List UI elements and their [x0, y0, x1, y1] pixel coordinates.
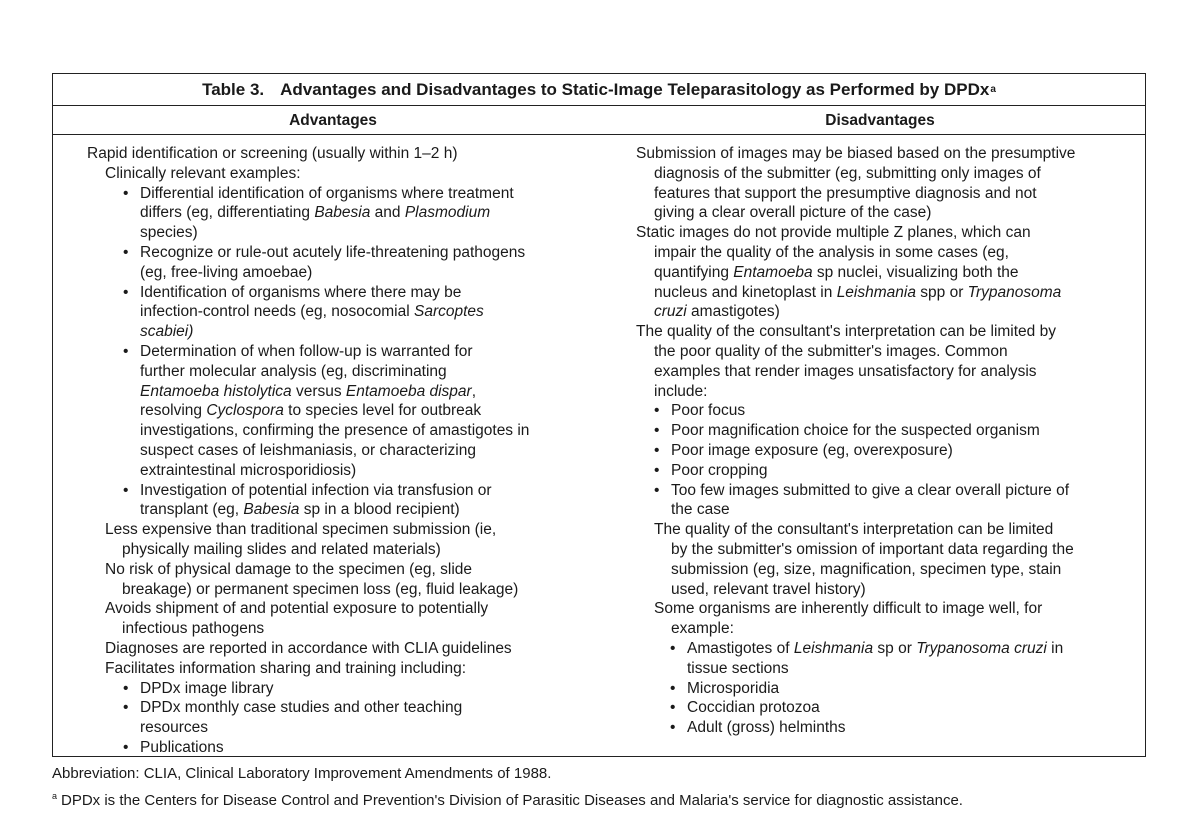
list-item: • Publications: [123, 738, 224, 756]
list-item: impair the quality of the analysis in some cases (eg,: [654, 243, 1009, 261]
list-item: example:: [671, 620, 734, 638]
list-item: • DPDx image library: [123, 679, 274, 697]
list-item: • Too few images submitted to give a clear overall picture of: [654, 481, 1070, 499]
list-item: breakage) or permanent specimen loss (eg, fluid leakage): [122, 580, 519, 598]
list-item: • Amastigotes of Leishmania sp or Trypanosoma cruzi in: [670, 639, 1064, 657]
list-item: giving a clear overall picture of the case): [654, 204, 932, 222]
list-item: infectious pathogens: [122, 620, 265, 638]
list-item: Rapid identification or screening (usually within 1–2 h): [87, 145, 458, 162]
footnote: $^a$ DPDx is the Centers for Disease Control and Prevention's Division of Parasitic Diseases and Malaria's service for diagnostic assistance.: [52, 791, 963, 809]
list-item: cruzi amastigotes): [654, 303, 780, 321]
list-item: Submission of images may be biased based on the presumptive: [636, 145, 1076, 162]
list-item: transplant (eg, Babesia sp in a blood recipient): [140, 501, 460, 519]
bullet-icon: •: [654, 422, 660, 440]
advantages-column: [87, 144, 607, 758]
bullet-icon: •: [670, 719, 676, 737]
bullet-icon: •: [123, 184, 129, 202]
table-title: [53, 74, 1145, 106]
list-item: examples that render images unsatisfactory for analysis: [654, 362, 1037, 380]
bullet-icon: •: [670, 679, 676, 697]
list-item: The quality of the consultant's interpretation can be limited: [654, 521, 1054, 539]
disadvantages-column: [636, 144, 1136, 738]
list-item: Some organisms are inherently difficult to image well, for: [654, 600, 1043, 618]
list-item: quantifying Entamoeba sp nuclei, visualizing both the: [654, 263, 1019, 281]
list-item: Entamoeba histolytica versus Entamoeba dispar,: [140, 382, 477, 400]
list-item: diagnosis of the submitter (eg, submitting only images of: [654, 164, 1041, 182]
advantages-header: Advantages: [289, 112, 377, 129]
list-item: • Identification of organisms where there may be: [123, 283, 462, 301]
list-item: Static images do not provide multiple Z planes, which can: [636, 224, 1031, 242]
list-item: Clinically relevant examples:: [105, 164, 301, 182]
bullet-icon: •: [670, 699, 676, 717]
list-item: Diagnoses are reported in accordance with CLIA guidelines: [105, 639, 512, 657]
list-item: Less expensive than traditional specimen submission (ie,: [105, 521, 497, 539]
list-item: • Poor magnification choice for the suspected organism: [654, 422, 1040, 440]
column-headers: [53, 106, 1145, 135]
table-label: Table 3.: [202, 79, 265, 99]
list-item: • Adult (gross) helminths: [670, 719, 846, 737]
list-item: nucleus and kinetoplast in Leishmania spp or Trypanosoma: [654, 283, 1062, 301]
list-item: species): [140, 224, 198, 242]
table: [52, 73, 1146, 757]
footnote-mark: a: [52, 791, 58, 801]
bullet-icon: •: [123, 481, 129, 499]
list-item: the poor quality of the submitter's images. Common: [654, 342, 1008, 360]
list-item: include:: [654, 382, 708, 400]
list-item: investigations, confirming the presence of amastigotes in: [140, 422, 530, 440]
list-item: further molecular analysis (eg, discriminating: [140, 362, 447, 380]
list-item: Avoids shipment of and potential exposure to potentially: [105, 600, 489, 618]
bullet-icon: •: [123, 243, 129, 261]
list-item: used, relevant travel history): [671, 580, 866, 598]
title-footnote-mark: a: [990, 84, 996, 95]
bullet-icon: •: [654, 481, 660, 499]
list-item: • Poor focus: [654, 402, 746, 420]
list-item: differs (eg, differentiating Babesia and Plasmodium: [140, 204, 491, 222]
list-item: The quality of the consultant's interpretation can be limited by: [636, 323, 1056, 341]
list-item: by the submitter's omission of important data regarding the: [671, 540, 1074, 558]
bullet-icon: •: [670, 639, 676, 657]
bullet-icon: •: [123, 342, 129, 360]
list-item: • Microsporidia: [670, 679, 780, 697]
bullet-icon: •: [654, 402, 660, 420]
list-item: • Recognize or rule-out acutely life-threatening pathogens: [123, 243, 526, 261]
list-item: scabiei): [140, 323, 194, 341]
list-item: tissue sections: [687, 659, 789, 677]
bullet-icon: •: [654, 441, 660, 459]
disadvantages-header: Disadvantages: [825, 112, 935, 129]
list-item: extraintestinal microsporidiosis): [140, 461, 357, 479]
list-item: suspect cases of leishmaniasis, or characterizing: [140, 441, 476, 459]
list-item: resources: [140, 719, 209, 737]
table-title-text: Advantages and Disadvantages to Static-Image Teleparasitology as Performed by DPDx: [280, 79, 990, 99]
list-item: • Poor image exposure (eg, overexposure): [654, 441, 953, 459]
list-item: (eg, free-living amoebae): [140, 263, 313, 281]
list-item: features that support the presumptive diagnosis and not: [654, 184, 1037, 202]
list-item: infection-control needs (eg, nosocomial Sarcoptes: [140, 303, 484, 321]
abbreviation-note: Abbreviation: CLIA, Clinical Laboratory Improvement Amendments of 1988.: [52, 765, 552, 782]
list-item: No risk of physical damage to the specimen (eg, slide: [105, 560, 473, 578]
bullet-icon: •: [654, 461, 660, 479]
bullet-icon: •: [123, 283, 129, 301]
list-item: • Investigation of potential infection via transfusion or: [123, 481, 492, 499]
list-item: • Poor cropping: [654, 461, 768, 479]
list-item: Facilitates information sharing and training including:: [105, 659, 467, 677]
list-item: • DPDx monthly case studies and other teaching: [123, 699, 463, 717]
list-item: • Determination of when follow-up is warranted for: [123, 342, 473, 360]
list-item: resolving Cyclospora to species level for outbreak: [140, 402, 482, 420]
bullet-icon: •: [123, 699, 129, 717]
list-item: the case: [671, 501, 730, 519]
bullet-icon: •: [123, 679, 129, 697]
list-item: submission (eg, size, magnification, specimen type, stain: [671, 560, 1062, 578]
list-item: • Coccidian protozoa: [670, 699, 820, 717]
list-item: • Differential identification of organisms where treatment: [123, 184, 514, 202]
bullet-icon: •: [123, 738, 129, 756]
list-item: physically mailing slides and related materials): [122, 540, 441, 558]
